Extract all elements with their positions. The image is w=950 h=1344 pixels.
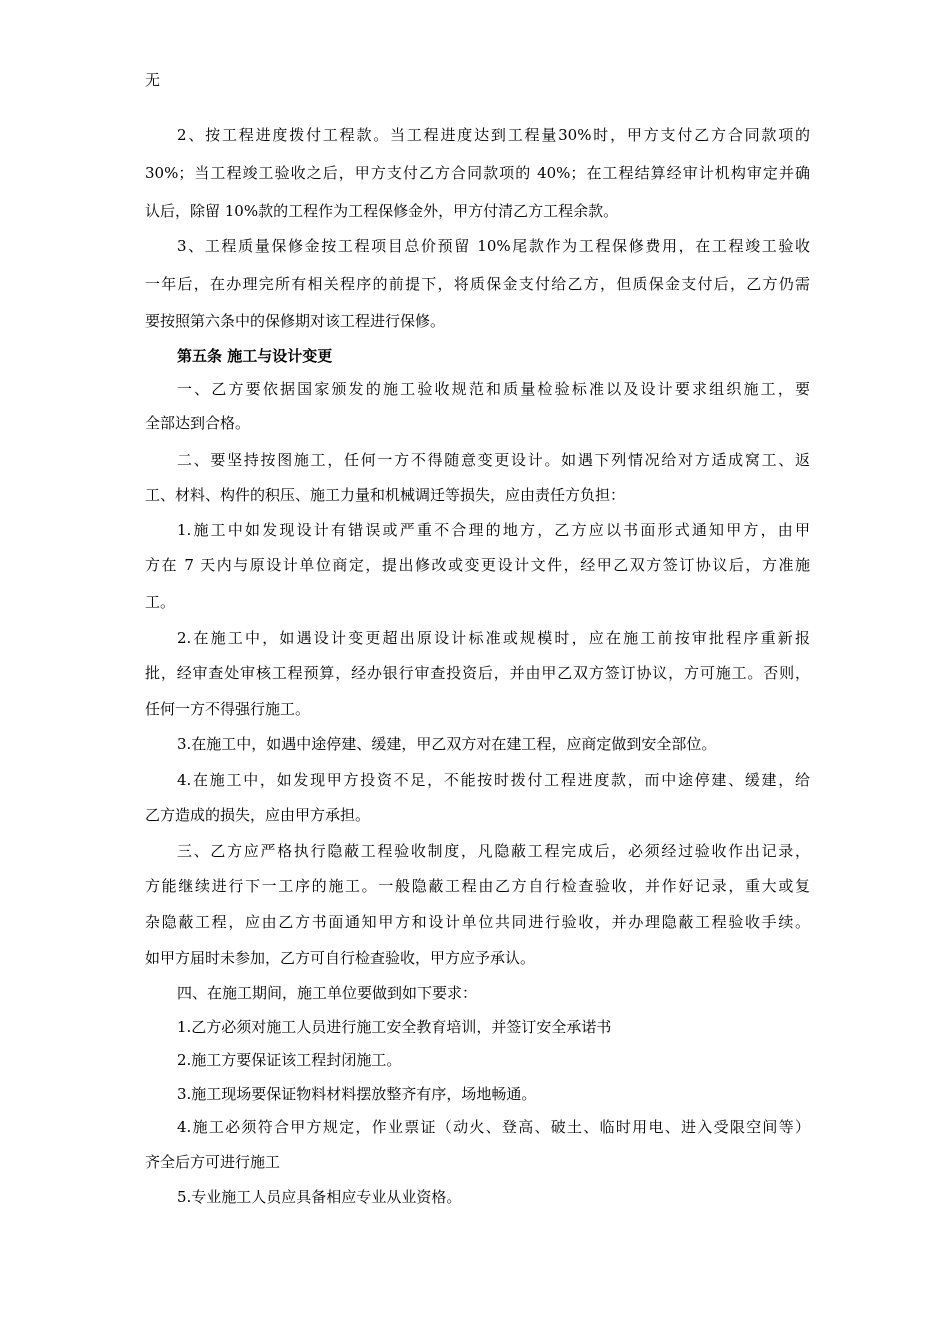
text-line: 工、材料、构件的积压、施工力量和机械调迁等损失，应由责任方负担： [145, 486, 626, 504]
text-line: 1.乙方必须对施工人员进行施工安全教育培训，并签订安全承诺书 [177, 1018, 612, 1036]
text-line: 方在 7 天内与原设计单位商定，提出修改或变更设计文件，经甲乙双方签订协议后，方准施 [145, 556, 810, 574]
text-line: 认后，除留 10%款的工程作为工程保修金外，甲方付清乙方工程余款。 [145, 202, 619, 220]
text-line: 如甲方届时未参加，乙方可自行检查验收，甲方应予承认。 [145, 949, 536, 967]
text-line: 无 [145, 71, 161, 89]
text-line: 杂隐蔽工程，应由乙方书面通知甲方和设计单位共同进行验收，并办理隐蔽工程验收手续。 [145, 913, 810, 931]
text-line: 任何一方不得强行施工。 [145, 700, 311, 718]
text-line: 三、乙方应严格执行隐蔽工程验收制度，凡隐蔽工程完成后，必须经过验收作出记录， [177, 842, 810, 860]
text-line: 方能继续进行下一工序的施工。一般隐蔽工程由乙方自行检查验收，并作好记录，重大或复 [145, 877, 810, 895]
text-line: 齐全后方可进行施工 [145, 1153, 281, 1171]
text-line: 全部达到合格。 [145, 414, 251, 432]
text-line: 2.在施工中，如遇设计变更超出原设计标准或规模时，应在施工前按审批程序重新报 [177, 629, 810, 647]
text-line: 5.专业施工人员应具备相应专业从业资格。 [177, 1188, 462, 1206]
text-line: 4.施工必须符合甲方规定，作业票证（动火、登高、破土、临时用电、进入受限空间等） [177, 1118, 810, 1136]
text-line: 30%；当工程竣工验收之后，甲方支付乙方合同款项的 40%；在工程结算经审计机构审定并确 [145, 164, 810, 182]
text-line: 3、工程质量保修金按工程项目总价预留 10%尾款作为工程保修费用，在工程竣工验收 [177, 237, 810, 255]
text-line: 工。 [145, 593, 176, 611]
text-line: 四、在施工期间，施工单位要做到如下要求： [177, 984, 478, 1002]
text-line: 1.施工中如发现设计有错误或严重不合理的地方，乙方应以书面形式通知甲方，由甲 [177, 521, 810, 539]
text-line: 二、要坚持按图施工，任何一方不得随意变更设计。如遇下列情况给对方适成窝工、返 [177, 451, 810, 469]
text-line: 2.施工方要保证该工程封闭施工。 [177, 1051, 402, 1069]
text-line: 3.施工现场要保证物料材料摆放整齐有序，场地畅通。 [177, 1085, 537, 1103]
section-heading: 第五条 施工与设计变更 [177, 347, 333, 365]
text-line: 2、按工程进度拨付工程款。当工程进度达到工程量30%时，甲方支付乙方合同款项的 [177, 126, 810, 144]
text-line: 3.在施工中，如遇中途停建、缓建，甲乙双方对在建工程，应商定做到安全部位。 [177, 735, 717, 753]
text-line: 乙方造成的损失，应由甲方承担。 [145, 806, 371, 824]
text-line: 一年后，在办理完所有相关程序的前提下，将质保金支付给乙方，但质保金支付后，乙方仍需 [145, 275, 810, 293]
text-line: 要按照第六条中的保修期对该工程进行保修。 [145, 312, 446, 330]
text-line: 批，经审查处审核工程预算，经办银行审查投资后，并由甲乙双方签订协议，方可施工。否则， [145, 664, 810, 682]
text-line: 一、乙方要依据国家颁发的施工验收规范和质量检验标准以及设计要求组织施工，要 [177, 380, 810, 398]
text-line: 4.在施工中，如发现甲方投资不足，不能按时拨付工程进度款，而中途停建、缓建，给 [177, 771, 810, 789]
